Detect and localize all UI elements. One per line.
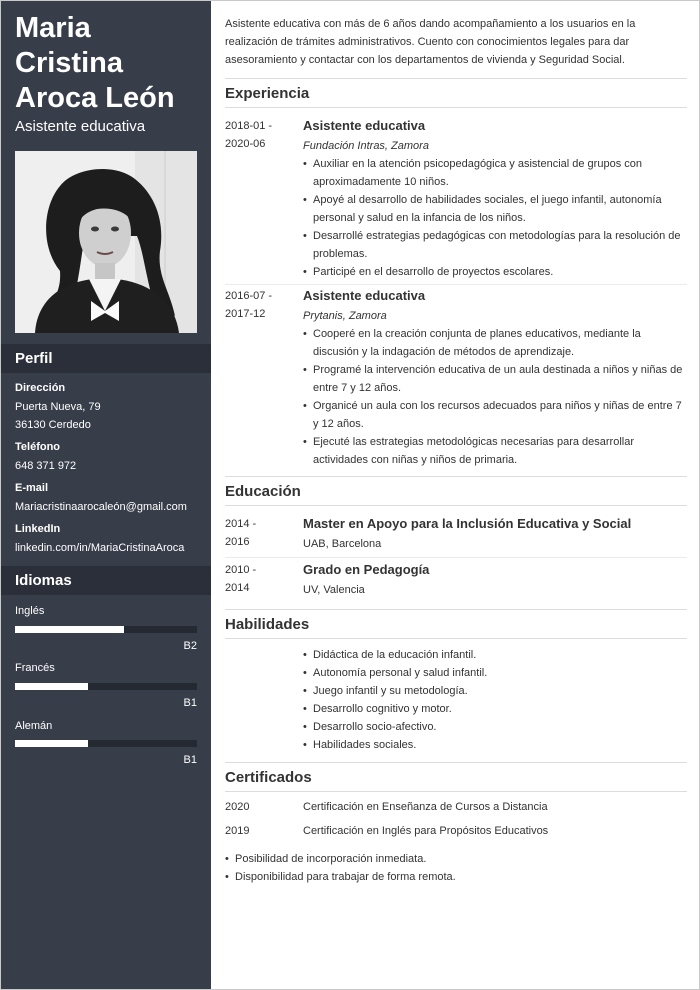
section-divider [225, 78, 687, 79]
cert-year: 2020 [225, 801, 250, 813]
job-title: Asistente educativa [303, 288, 426, 303]
section-divider [225, 609, 687, 610]
habilidades-heading: Habilidades [225, 616, 310, 633]
section-divider [225, 638, 687, 639]
entry-divider [225, 557, 687, 558]
skills-list [303, 646, 687, 754]
skill-item: • Desarrollo socio-afectivo. [303, 718, 687, 736]
job-date-end: 2020-06 [225, 138, 266, 150]
entry-divider [225, 284, 687, 285]
edu-date-start: 2010 - [225, 564, 257, 576]
school-name: UAB, Barcelona [303, 538, 382, 550]
portrait-photo-image [15, 151, 197, 333]
section-divider [225, 505, 687, 506]
language-level: B2 [183, 640, 197, 652]
skill-item: • Didáctica de la educación infantil. [303, 646, 687, 664]
degree-title: Master en Apoyo para la Inclusión Educativa y Social [303, 516, 632, 531]
job-employer: Fundación Intras, Zamora [303, 140, 429, 152]
job-date-end: 2017-12 [225, 308, 266, 320]
email-link[interactable]: Mariacristinaarocaleón@gmail.com [15, 501, 187, 513]
job-bullet: • Ejecuté las estrategias metodológicas necesarias para desarrollar actividades con niñas y niños de primaria. [303, 433, 687, 469]
language-bar [15, 740, 197, 747]
address-line-2: 36130 Cerdedo [15, 419, 91, 431]
edu-date-end: 2014 [225, 582, 250, 594]
edu-date-start: 2014 - [225, 518, 257, 530]
language-name: Francés [15, 662, 55, 674]
language-level: B1 [183, 754, 197, 766]
certificados-heading: Certificados [225, 769, 312, 786]
phone-label: Teléfono [15, 441, 61, 453]
main-content [225, 1, 687, 990]
language-bar-fill [15, 626, 124, 633]
language-bar [15, 683, 197, 690]
phone-value: 648 371 972 [15, 460, 77, 472]
language-level: B1 [183, 697, 197, 709]
language-name: Inglés [15, 605, 45, 617]
email-label: E-mail [15, 482, 49, 494]
experiencia-heading: Experiencia [225, 85, 310, 102]
job-bullet: • Organicé un aula con los recursos adecuados para niños y niñas de entre 7 y 12 años. [303, 397, 687, 433]
linkedin-label: LinkedIn [15, 523, 61, 535]
job-bullet: • Participé en el desarrollo de proyectos escolares. [303, 263, 687, 281]
extra-item: • Posibilidad de incorporación inmediata. [225, 850, 687, 868]
job-bullet: • Apoyé al desarrollo de habilidades sociales, el juego infantil, autonomía personal y salud en la infancia de los niños. [303, 191, 687, 227]
portrait-photo [15, 151, 197, 333]
cert-name: Certificación en Enseñanza de Cursos a Distancia [303, 801, 548, 813]
extras-list [225, 850, 687, 886]
degree-title: Grado en Pedagogía [303, 562, 430, 577]
address-line-1: Puerta Nueva, 79 [15, 401, 101, 413]
language-name: Alemán [15, 720, 53, 732]
job-bullet: • Desarrollé estrategias pedagógicas con metodologías para la resolución de problemas. [303, 227, 687, 263]
section-divider [225, 791, 687, 792]
job-date-start: 2018-01 - [225, 120, 273, 132]
job-bullet: • Auxiliar en la atención psicopedagógica y asistencial de grupos con aproximadamente 10 niños. [303, 155, 687, 191]
idiomas-heading: Idiomas [1, 566, 211, 595]
skill-item: • Juego infantil y su metodología. [303, 682, 687, 700]
job-date-start: 2016-07 - [225, 290, 273, 302]
school-name: UV, Valencia [303, 584, 365, 596]
linkedin-link[interactable]: linkedin.com/in/MariaCristinaAroca [15, 542, 185, 554]
job-bullet: • Cooperé en la creación conjunta de planes educativos, mediante la discusión y la indagación de métodos de aprendizaje. [303, 325, 687, 361]
job-title: Asistente educativa [303, 118, 426, 133]
language-bar [15, 626, 197, 633]
job-bullet: • Programé la intervención educativa de un aula destinada a niños y niñas de entre 7 y 12 años. [303, 361, 687, 397]
section-divider [225, 107, 687, 108]
candidate-title: Asistente educativa [15, 118, 146, 135]
skill-item: • Desarrollo cognitivo y motor. [303, 700, 687, 718]
section-divider [225, 762, 687, 763]
cert-name: Certificación en Inglés para Propósitos Educativos [303, 825, 549, 837]
language-bar-fill [15, 683, 88, 690]
job-bullet-list [303, 325, 687, 469]
educacion-heading: Educación [225, 483, 301, 500]
skill-item: • Habilidades sociales. [303, 736, 687, 754]
language-bar-fill [15, 740, 88, 747]
perfil-heading: Perfil [1, 344, 211, 373]
extra-item: • Disponibilidad para trabajar de forma remota. [225, 868, 687, 886]
job-employer: Prytanis, Zamora [303, 310, 387, 322]
edu-date-end: 2016 [225, 536, 250, 548]
job-bullet-list [303, 155, 687, 281]
summary-text: Asistente educativa con más de 6 años dando acompañamiento a los usuarios en la realización de trámites administrativos. Cuento con conocimientos legales para dar asesoramiento y contactar con los departamentos de vivienda y Seguridad Social. [225, 18, 636, 66]
address-label: Dirección [15, 382, 66, 394]
skill-item: • Autonomía personal y salud infantil. [303, 664, 687, 682]
cert-year: 2019 [225, 825, 250, 837]
section-divider [225, 476, 687, 477]
candidate-name: Maria Cristina Aroca León [15, 12, 175, 114]
sidebar [1, 1, 211, 990]
